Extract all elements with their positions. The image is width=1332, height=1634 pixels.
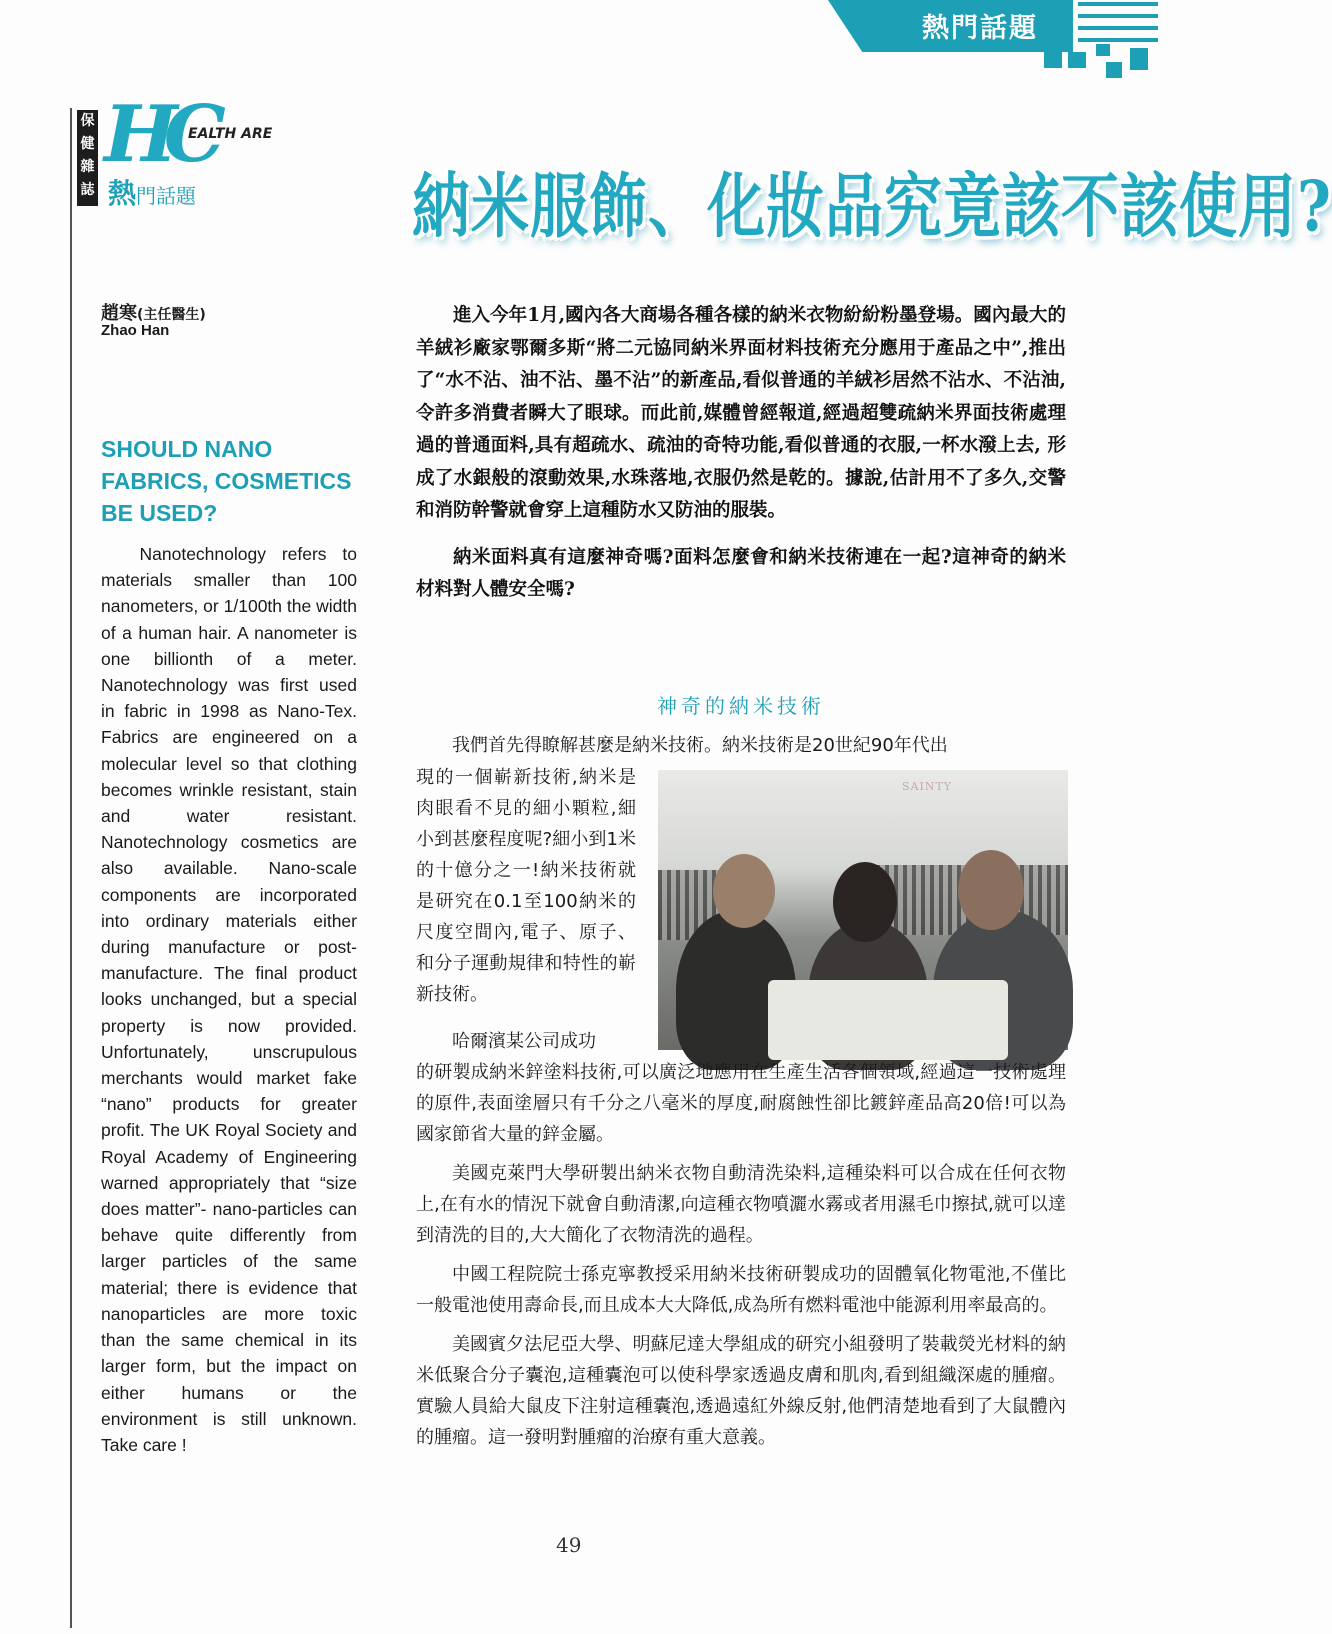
- article-photo: [658, 770, 1068, 1050]
- header-stripe: [1078, 38, 1158, 42]
- author-name-en: Zhao Han: [101, 322, 170, 339]
- magazine-logo: HC: [104, 89, 212, 180]
- logo-section-label: [108, 172, 196, 212]
- magazine-logo-subtitle: EALTH ARE: [188, 126, 273, 142]
- article-lead: [416, 300, 1066, 607]
- decor-square: [1096, 44, 1110, 56]
- author-name-cn: 趙寒: [101, 303, 137, 324]
- article-headline: 納米服飾、化妝品究竟該不該使用?: [412, 165, 1332, 248]
- section-tab-label: 熱門話題: [922, 13, 1038, 44]
- english-summary: Nanotechnology refers to materials smaller than 100 nanometers, or 1/100th the width of a human hair. A nanometer is one billionth of a meter. Nanotechnology was first used in fabric in 1998 as Nano-Tex. Fabrics are engineered on a molecular level so that clothing becomes wrinkle resistant, stain and water resistant. Nanotechnology cosmetics are also available. Nano-scale components are incorporated into ordinary materials either during manufacture or post-manufacture. The final product looks unchanged, but a special property is now provided. Unfortunately, unscrupulous merchants would market fake “nano” products for greater profit. The UK Royal Society and Royal Academy of Engineering warned appropriately that “size does matter”- nano-particles can behave quite differently from larger particles of the same material; there is evidence that nanoparticles are more toxic than the same chemical in its larger form, but the impact on either humans or the environment is still unknown. Take care !: [101, 544, 357, 1455]
- photo-person-head: [958, 850, 1024, 930]
- header-stripe: [1078, 2, 1158, 6]
- body-paragraph: 中國工程院院士孫克寧教授采用納米技術研製成功的固體氧化物電池,不僅比一般電池使用壽命長,而且成本大大降低,成為所有燃料電池中能源利用率最高的。: [416, 1264, 1066, 1316]
- photo-store-sign: SAINTY: [902, 780, 953, 793]
- body-paragraph: 美國克萊門大學研製出納米衣物自動清洗染料,這種染料可以合成在任何衣物上,在有水的情況下就會自動清潔,向這種衣物噴灑水霧或者用濕毛巾擦拭,就可以達到清洗的目的,大大簡化了衣物清洗的過程。: [416, 1163, 1066, 1246]
- logo-section-rest: 門話題: [136, 184, 197, 208]
- body-paragraph-wrap: 現的一個嶄新技術,納米是肉眼看不見的細小顆粒,細小到甚麼程度呢?細小到1米的十億分之一!納米技術就是研究在0.1至100納米的尺度空間內,電子、原子、和分子運動規律和特性的嶄新技術。: [416, 767, 636, 1005]
- decor-square: [1068, 52, 1086, 68]
- header-stripe: [1078, 14, 1158, 18]
- body-paragraph-first-line: 我們首先得瞭解甚麼是納米技術。納米技術是20世紀90年代出: [452, 735, 948, 756]
- decor-square: [1044, 52, 1062, 68]
- section-heading: 神奇的納米技術: [657, 694, 825, 718]
- body-paragraph: 美國賓夕法尼亞大學、明蘇尼達大學組成的研究小組發明了裝載熒光材料的納米低聚合分子囊泡,這種囊泡可以使科學家透過皮膚和肌肉,看到組織深處的腫瘤。實驗人員給大鼠皮下注射這種囊泡,透過遠紅外線反射,他們清楚地看到了大鼠體內的腫瘤。這一發明對腫瘤的治療有重大意義。: [416, 1334, 1066, 1448]
- author-role: (主任醫生): [137, 307, 206, 323]
- header-stripe: [1078, 26, 1158, 30]
- photo-table: [768, 980, 1008, 1060]
- decor-square: [1130, 48, 1148, 70]
- photo-person-head: [713, 854, 775, 928]
- magazine-vertical-label: 保健雜誌: [77, 110, 98, 206]
- photo-person-head: [833, 862, 897, 942]
- body-paragraph-start: 哈爾濱某公司成功: [452, 1031, 596, 1052]
- decor-square: [1106, 62, 1122, 78]
- logo-section-first: 熱: [108, 177, 137, 210]
- lead-paragraph: 納米面料真有這麼神奇嗎?面料怎麼會和納米技術連在一起?這神奇的納米材料對人體安全嗎?: [416, 546, 1066, 600]
- body-paragraph: 的研製成納米鋅塗料技術,可以廣泛地應用在生產生活各個領域,經過這一技術處理的原件,表面塗層只有千分之八毫米的厚度,耐腐蝕性卻比鍍鋅產品高20倍!可以為國家節省大量的鋅金屬。: [416, 1062, 1066, 1145]
- english-title: SHOULD NANO FABRICS, COSMETICS BE USED?: [101, 436, 352, 526]
- margin-rule: [70, 108, 72, 1628]
- page-number: 49: [556, 1533, 582, 1557]
- lead-paragraph: 進入今年1月,國內各大商場各種各樣的納米衣物紛紛粉墨登場。國內最大的羊絨衫廠家鄂爾多斯“將二元協同納米界面材料技術充分應用于產品之中”,推出了“水不沾、油不沾、墨不沾”的新產品,看似普通的羊絨衫居然不沾水、不沾油,令許多消費者瞬大了眼球。而此前,媒體曾經報道,經過超雙疏納米界面技術處理過的普通面料,具有超疏水、疏油的奇特功能,看似普通的衣服,一杯水潑上去, 形成了水銀般的滾動效果,水珠落地,衣服仍然是乾的。據說,估計用不了多久,交警和消防幹警就會穿上這種防水又防油的服裝。: [416, 305, 1066, 521]
- article-body: [416, 1057, 1066, 1453]
